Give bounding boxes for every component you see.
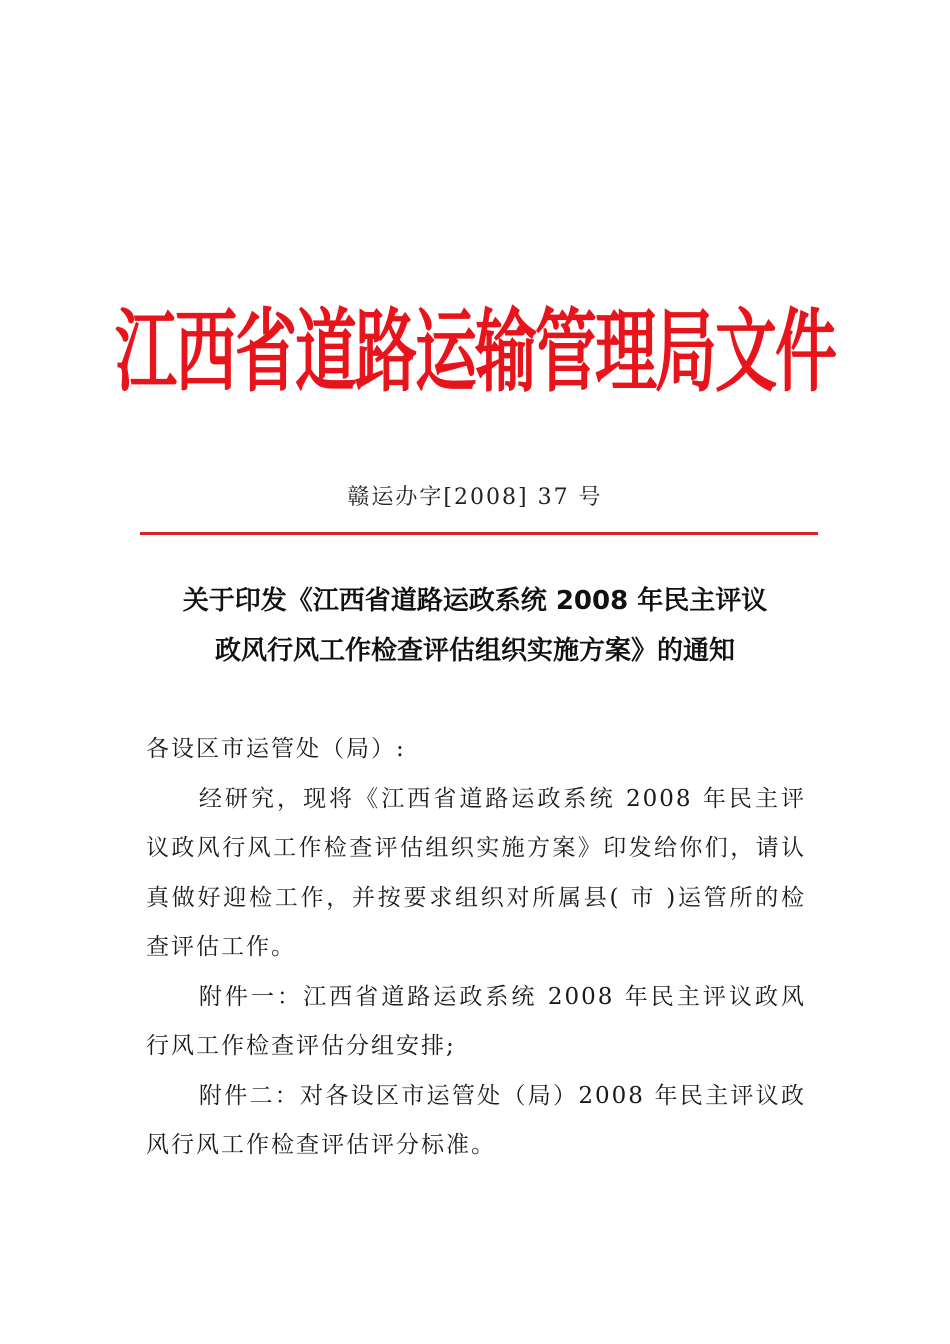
notice-title-line-1: 关于印发《江西省道路运政系统 2008 年民主评议 — [182, 586, 768, 616]
masthead-title: 江西省道路运输管理局文件 — [114, 298, 835, 405]
notice-body — [146, 725, 806, 1171]
attachment-1: 附件一：江西省道路运政系统 2008 年民主评议政风行风工作检查评估分组安排; — [146, 983, 806, 1059]
red-divider-line — [140, 532, 818, 535]
salutation: 各设区市运管处（局）: — [146, 736, 406, 762]
notice-title-line-2: 政风行风工作检查评估组织实施方案》的通知 — [214, 636, 735, 666]
body-paragraph: 经研究，现将《江西省道路运政系统 2008 年民主评议政风行风工作检查评估组织实施方案》印发给你们，请认真做好迎检工作，并按要求组织对所属县( 市 )运管所的检查评估工作。 — [146, 785, 806, 960]
attachment-2: 附件二：对各设区市运管处（局）2008 年民主评议政风行风工作检查评估评分标准。 — [146, 1082, 806, 1158]
document-number: 赣运办字[2008] 37 号 — [347, 485, 603, 510]
